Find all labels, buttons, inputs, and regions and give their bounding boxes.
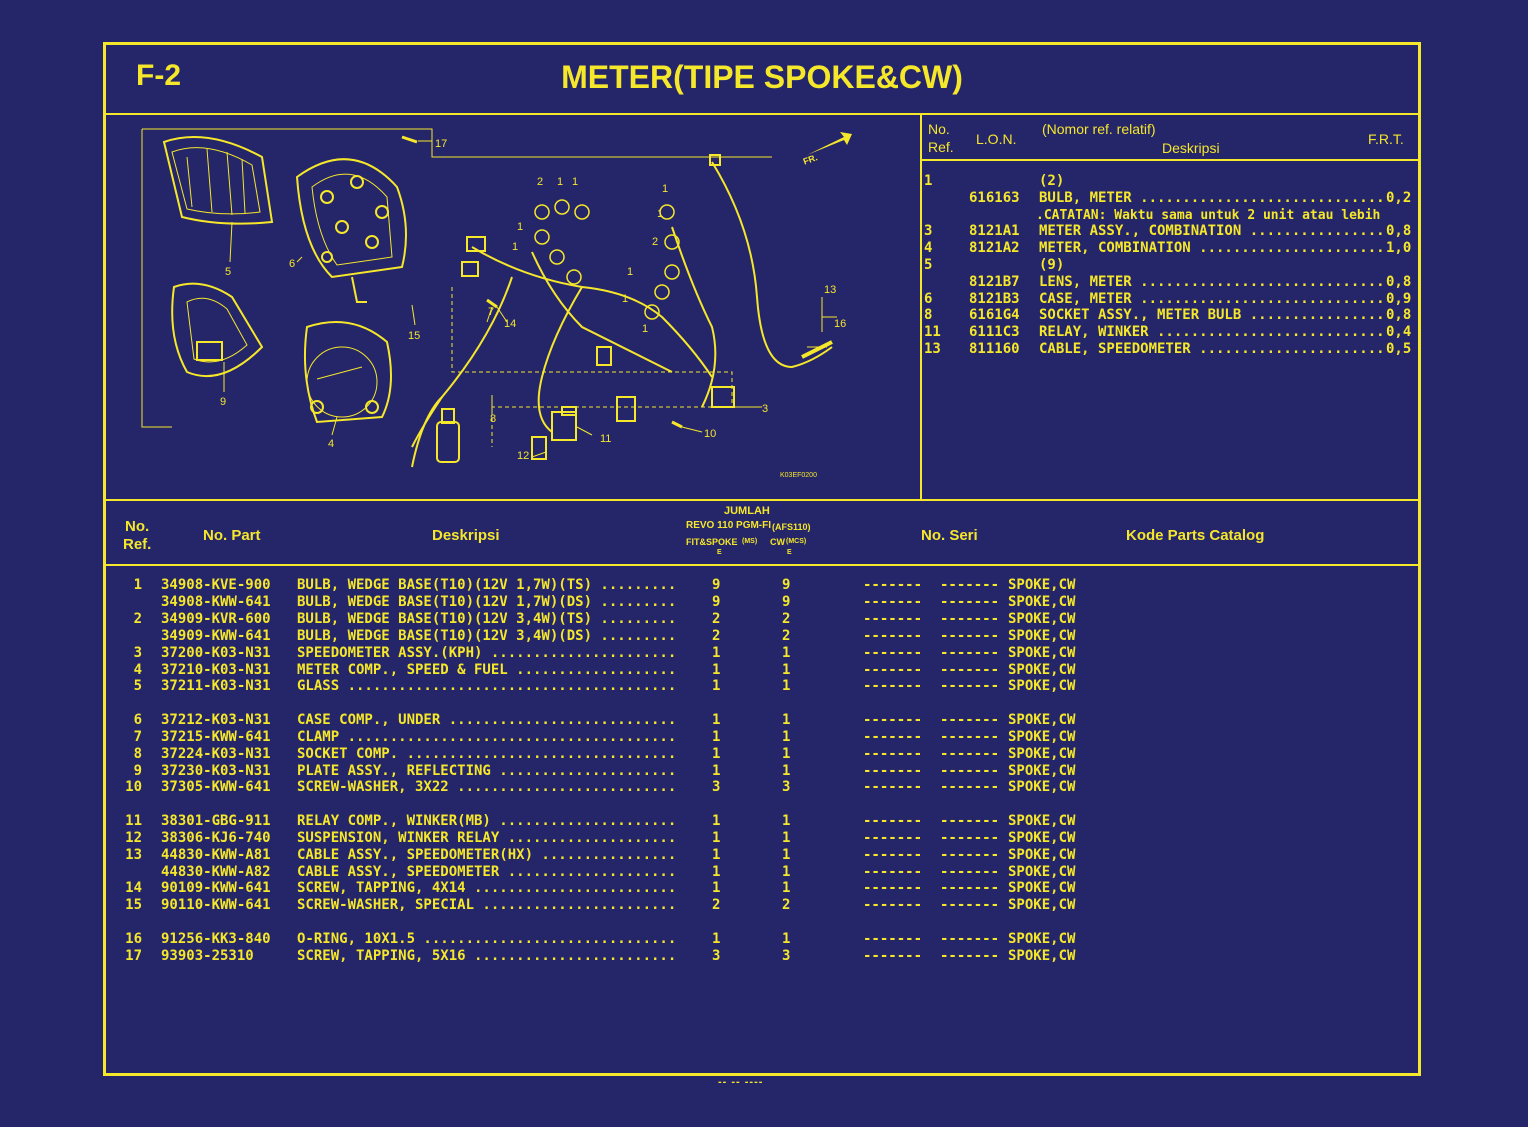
- lon-frt: 0,8: [1386, 273, 1412, 290]
- lon-header-no: No.: [928, 121, 950, 137]
- serial-start: -------: [863, 930, 923, 947]
- parts-table-row: [106, 830, 1406, 847]
- callout: 11: [600, 433, 612, 445]
- serial-end: -------: [940, 829, 1000, 846]
- serial-end: -------: [940, 947, 1000, 964]
- part-ref: 15: [125, 897, 142, 914]
- section-code: F-2: [136, 59, 181, 92]
- lon-ref: 6: [924, 290, 933, 307]
- callout: 2: [652, 236, 659, 248]
- part-desc: BULB, WEDGE BASE(T10)(12V 1,7W)(TS) .........: [297, 577, 677, 593]
- part-desc: PLATE ASSY., REFLECTING .....................: [297, 762, 677, 779]
- parts-header-serial: No. Seri: [921, 527, 978, 544]
- lon-desc: (2): [1039, 173, 1065, 189]
- qty-cw: 1: [782, 644, 791, 661]
- part-ref: 13: [125, 846, 142, 863]
- qty-cw: 9: [782, 577, 791, 593]
- qty-cw: 1: [782, 930, 791, 947]
- part-desc: O-RING, 10X1.5 ..............................: [297, 930, 677, 947]
- callout: 13: [824, 284, 837, 296]
- serial-start: -------: [863, 745, 923, 762]
- part-number: 37212-K03-N31: [161, 711, 271, 728]
- callout: 6: [289, 258, 296, 270]
- part-ref: 1: [133, 577, 142, 593]
- part-desc: BULB, WEDGE BASE(T10)(12V 1,7W)(DS) .........: [297, 593, 677, 610]
- qty-fit-spoke: 1: [712, 829, 721, 846]
- catalog-code: SPOKE,CW: [1008, 897, 1076, 914]
- part-number: 37215-KWW-641: [161, 728, 271, 745]
- part-number: 44830-KWW-A82: [161, 863, 271, 880]
- serial-end: -------: [940, 678, 1000, 695]
- lon-frt: 0,2: [1386, 189, 1412, 206]
- parts-table-row: [106, 662, 1406, 679]
- part-ref: 10: [125, 779, 142, 796]
- part-number: 34908-KWW-641: [161, 593, 271, 610]
- lon-ref: 13: [924, 341, 941, 357]
- lon-code: 8121B7: [969, 273, 1020, 290]
- parts-header-part: No. Part: [203, 527, 261, 544]
- serial-start: -------: [863, 846, 923, 863]
- parts-table-row: [106, 645, 1406, 662]
- serial-start: -------: [863, 661, 923, 678]
- part-desc: SCREW-WASHER, 3X22 ..........................: [297, 779, 677, 796]
- part-ref: 4: [133, 661, 142, 678]
- callout: 1: [512, 241, 519, 253]
- serial-end: -------: [940, 762, 1000, 779]
- parts-table-row: [106, 864, 1406, 881]
- callout: 10: [704, 428, 717, 440]
- serial-end: -------: [940, 846, 1000, 863]
- parts-table-row: [106, 779, 1406, 796]
- lon-desc: BULB, METER .............................: [1039, 189, 1385, 206]
- part-desc: SOCKET COMP. ................................: [297, 745, 677, 762]
- callout: 1: [557, 176, 564, 188]
- parts-header-col1-code: (MS): [742, 538, 758, 545]
- part-desc: CASE COMP., UNDER ...........................: [297, 711, 677, 728]
- lon-table-row: [924, 207, 1414, 224]
- serial-end: -------: [940, 593, 1000, 610]
- part-number: 37200-K03-N31: [161, 644, 271, 661]
- callout: 1: [662, 183, 669, 195]
- serial-end: -------: [940, 711, 1000, 728]
- lon-frt: 0,4: [1386, 324, 1412, 341]
- qty-cw: 1: [782, 745, 791, 762]
- serial-start: -------: [863, 577, 923, 593]
- lon-desc: LENS, METER .............................: [1039, 273, 1385, 290]
- serial-start: -------: [863, 829, 923, 846]
- catalog-code: SPOKE,CW: [1008, 762, 1076, 779]
- lon-desc: RELAY, WINKER ...........................: [1039, 324, 1385, 341]
- serial-end: -------: [940, 812, 1000, 829]
- parts-table-row: [106, 948, 1406, 965]
- lon-code: 811160: [969, 341, 1020, 357]
- catalog-code: SPOKE,CW: [1008, 661, 1076, 678]
- qty-cw: 1: [782, 863, 791, 880]
- parts-header-col2-code: (MCS): [786, 538, 807, 545]
- part-number: 37230-K03-N31: [161, 762, 271, 779]
- qty-cw: 1: [782, 880, 791, 897]
- part-ref: 12: [125, 829, 142, 846]
- diagram-code: K03EF0200: [780, 472, 817, 479]
- lon-table-row: [924, 274, 1414, 291]
- part-number: 44830-KWW-A81: [161, 846, 271, 863]
- part-number: 34909-KVR-600: [161, 610, 271, 627]
- part-ref: 7: [133, 728, 142, 745]
- parts-table-row: [106, 594, 1406, 611]
- callout: 3: [762, 403, 769, 415]
- lon-header-desc: Deskripsi: [1162, 140, 1220, 156]
- serial-end: -------: [940, 863, 1000, 880]
- qty-fit-spoke: 1: [712, 678, 721, 695]
- parts-header-desc: Deskripsi: [432, 527, 500, 544]
- parts-table-row: [106, 897, 1406, 914]
- qty-fit-spoke: 1: [712, 846, 721, 863]
- catalog-code: SPOKE,CW: [1008, 593, 1076, 610]
- parts-table-row: [106, 746, 1406, 763]
- qty-fit-spoke: 1: [712, 661, 721, 678]
- lon-frt: 0,8: [1386, 307, 1412, 324]
- part-desc: SUSPENSION, WINKER RELAY ....................: [297, 829, 677, 846]
- lon-header-frt: F.R.T.: [1368, 131, 1404, 147]
- lon-desc: METER ASSY., COMBINATION ................: [1039, 223, 1385, 240]
- part-desc: CLAMP .......................................: [297, 728, 677, 745]
- parts-table-row: [106, 763, 1406, 780]
- parts-header-jumlah: JUMLAH: [724, 505, 770, 517]
- qty-fit-spoke: 1: [712, 745, 721, 762]
- serial-start: -------: [863, 863, 923, 880]
- part-desc: SCREW-WASHER, SPECIAL .......................: [297, 897, 677, 914]
- part-ref: 14: [125, 880, 142, 897]
- part-ref: 6: [133, 711, 142, 728]
- lon-frt: 0,9: [1386, 290, 1412, 307]
- serial-start: -------: [863, 610, 923, 627]
- callout: 1: [622, 293, 629, 305]
- callout: 8: [490, 413, 497, 425]
- parts-table-row: [106, 931, 1406, 948]
- lon-table-row: [924, 240, 1414, 257]
- qty-fit-spoke: 2: [712, 610, 721, 627]
- parts-header-model-code: (AFS110): [772, 522, 811, 532]
- parts-table-row: [106, 628, 1406, 645]
- catalog-code: SPOKE,CW: [1008, 930, 1076, 947]
- part-desc: METER COMP., SPEED & FUEL ...................: [297, 661, 677, 678]
- catalog-code: SPOKE,CW: [1008, 627, 1076, 644]
- lon-header-ref: Ref.: [928, 139, 954, 155]
- callout: 17: [435, 138, 448, 150]
- serial-end: -------: [940, 610, 1000, 627]
- part-ref: 11: [125, 812, 142, 829]
- lon-table-row: [924, 257, 1414, 274]
- qty-fit-spoke: 1: [712, 812, 721, 829]
- lon-header-lon: L.O.N.: [976, 131, 1017, 147]
- qty-cw: 9: [782, 593, 791, 610]
- part-number: 37210-K03-N31: [161, 661, 271, 678]
- callout: 16: [834, 318, 847, 330]
- qty-cw: 1: [782, 762, 791, 779]
- lon-desc: CASE, METER .............................: [1039, 290, 1385, 307]
- callout: 1: [627, 266, 634, 278]
- lon-desc: CABLE, SPEEDOMETER ......................: [1039, 341, 1385, 357]
- lon-ref: 8: [924, 307, 933, 324]
- qty-cw: 1: [782, 661, 791, 678]
- lon-code: 6161G4: [969, 307, 1020, 324]
- lon-ref: 3: [924, 223, 933, 240]
- callout: 9: [220, 396, 227, 408]
- serial-start: -------: [863, 711, 923, 728]
- lon-ref: 4: [924, 240, 933, 257]
- lon-frt: 0,8: [1386, 223, 1412, 240]
- qty-fit-spoke: 1: [712, 728, 721, 745]
- catalog-code: SPOKE,CW: [1008, 829, 1076, 846]
- parts-table-row: [106, 577, 1406, 594]
- parts-header-e1: E: [717, 549, 722, 556]
- exploded-parts-diagram: [112, 117, 918, 501]
- qty-fit-spoke: 3: [712, 947, 721, 964]
- part-desc: SPEEDOMETER ASSY.(KPH) ......................: [297, 644, 677, 661]
- serial-end: -------: [940, 745, 1000, 762]
- qty-cw: 1: [782, 711, 791, 728]
- lon-desc: SOCKET ASSY., METER BULB ................: [1039, 307, 1385, 324]
- part-desc: BULB, WEDGE BASE(T10)(12V 3,4W)(TS) .........: [297, 610, 677, 627]
- callout: 5: [225, 266, 232, 278]
- part-number: 93903-25310: [161, 947, 254, 964]
- serial-end: -------: [940, 930, 1000, 947]
- serial-end: -------: [940, 577, 1000, 593]
- lon-table-row: [924, 341, 1414, 358]
- parts-catalog-page: [103, 42, 1421, 1076]
- lon-table-row: [924, 190, 1414, 207]
- catalog-code: SPOKE,CW: [1008, 846, 1076, 863]
- callout: 4: [328, 438, 335, 450]
- lon-header-relative: (Nomor ref. relatif): [1042, 121, 1156, 137]
- serial-end: -------: [940, 627, 1000, 644]
- qty-fit-spoke: 1: [712, 711, 721, 728]
- part-number: 90109-KWW-641: [161, 880, 271, 897]
- catalog-code: SPOKE,CW: [1008, 947, 1076, 964]
- lon-desc: METER, COMBINATION ......................: [1039, 240, 1385, 257]
- qty-fit-spoke: 1: [712, 644, 721, 661]
- catalog-code: SPOKE,CW: [1008, 577, 1076, 593]
- serial-end: -------: [940, 728, 1000, 745]
- lon-code: 8121A2: [969, 240, 1020, 257]
- parts-table-row: [106, 847, 1406, 864]
- part-ref: 5: [133, 678, 142, 695]
- lon-desc: (9): [1039, 257, 1065, 273]
- qty-fit-spoke: 1: [712, 863, 721, 880]
- serial-start: -------: [863, 678, 923, 695]
- part-desc: SCREW, TAPPING, 4X14 ........................: [297, 880, 677, 897]
- part-desc: SCREW, TAPPING, 5X16 ........................: [297, 947, 677, 964]
- qty-fit-spoke: 9: [712, 593, 721, 610]
- catalog-code: SPOKE,CW: [1008, 711, 1076, 728]
- part-ref: 8: [133, 745, 142, 762]
- part-number: 38306-KJ6-740: [161, 829, 271, 846]
- parts-header-catalog: Kode Parts Catalog: [1126, 527, 1265, 544]
- callout: 15: [408, 330, 421, 342]
- serial-end: -------: [940, 661, 1000, 678]
- part-number: 37224-K03-N31: [161, 745, 271, 762]
- catalog-code: SPOKE,CW: [1008, 678, 1076, 695]
- part-desc: RELAY COMP., WINKER(MB) .....................: [297, 812, 677, 829]
- part-ref: 16: [125, 930, 142, 947]
- qty-cw: 1: [782, 728, 791, 745]
- qty-cw: 1: [782, 812, 791, 829]
- part-number: 34909-KWW-641: [161, 627, 271, 644]
- divider: [920, 115, 922, 501]
- qty-fit-spoke: 1: [712, 880, 721, 897]
- serial-end: -------: [940, 880, 1000, 897]
- lon-frt: 0,5: [1386, 341, 1412, 357]
- part-ref: 2: [133, 610, 142, 627]
- part-number: 34908-KVE-900: [161, 577, 271, 593]
- qty-cw: 2: [782, 627, 791, 644]
- callout: 1: [572, 176, 579, 188]
- serial-start: -------: [863, 880, 923, 897]
- serial-start: -------: [863, 897, 923, 914]
- lon-table-row: [924, 291, 1414, 308]
- callout: 12: [517, 450, 530, 462]
- parts-header-ref: Ref.: [123, 536, 152, 553]
- lon-table-row: [924, 173, 1414, 190]
- lon-code: 8121A1: [969, 223, 1020, 240]
- callout: 1: [642, 323, 649, 335]
- parts-header-no: No.: [125, 518, 150, 535]
- catalog-code: SPOKE,CW: [1008, 880, 1076, 897]
- serial-start: -------: [863, 593, 923, 610]
- callout: FR.: [801, 152, 819, 167]
- page-footer: -- -- ----: [718, 1076, 764, 1088]
- qty-cw: 1: [782, 678, 791, 695]
- callout: 2: [537, 176, 544, 188]
- catalog-code: SPOKE,CW: [1008, 644, 1076, 661]
- qty-cw: 3: [782, 947, 791, 964]
- part-number: 38301-GBG-911: [161, 812, 271, 829]
- catalog-code: SPOKE,CW: [1008, 863, 1076, 880]
- qty-fit-spoke: 3: [712, 779, 721, 796]
- lon-table-row: [924, 307, 1414, 324]
- page-title: METER(TIPE SPOKE&CW): [561, 59, 963, 95]
- catalog-code: SPOKE,CW: [1008, 728, 1076, 745]
- qty-cw: 3: [782, 779, 791, 796]
- serial-start: -------: [863, 762, 923, 779]
- serial-start: -------: [863, 947, 923, 964]
- qty-cw: 1: [782, 829, 791, 846]
- part-number: 37305-KWW-641: [161, 779, 271, 796]
- qty-fit-spoke: 2: [712, 627, 721, 644]
- serial-start: -------: [863, 644, 923, 661]
- serial-start: -------: [863, 627, 923, 644]
- serial-start: -------: [863, 779, 923, 796]
- part-ref: 9: [133, 762, 142, 779]
- qty-fit-spoke: 9: [712, 577, 721, 593]
- lon-frt: 1,0: [1386, 240, 1412, 257]
- callout: 1: [657, 208, 664, 220]
- catalog-code: SPOKE,CW: [1008, 812, 1076, 829]
- parts-header-col2: CW: [770, 537, 785, 547]
- lon-desc: .CATATAN: Waktu sama untuk 2 unit atau lebih: [1036, 207, 1381, 223]
- lon-code: 8121B3: [969, 290, 1020, 307]
- serial-end: -------: [940, 897, 1000, 914]
- catalog-code: SPOKE,CW: [1008, 745, 1076, 762]
- part-desc: GLASS .......................................: [297, 678, 677, 695]
- divider: [106, 564, 1418, 566]
- parts-table-row: [106, 712, 1406, 729]
- serial-start: -------: [863, 728, 923, 745]
- callout: 1: [517, 221, 524, 233]
- qty-cw: 2: [782, 610, 791, 627]
- catalog-code: SPOKE,CW: [1008, 610, 1076, 627]
- parts-header-e2: E: [787, 549, 792, 556]
- lon-code: 616163: [969, 189, 1020, 206]
- parts-table-row: [106, 678, 1406, 695]
- parts-table-row: [106, 880, 1406, 897]
- catalog-code: SPOKE,CW: [1008, 779, 1076, 796]
- lon-ref: 11: [924, 324, 941, 341]
- qty-fit-spoke: 1: [712, 930, 721, 947]
- part-number: 91256-KK3-840: [161, 930, 271, 947]
- part-desc: CABLE ASSY., SPEEDOMETER ....................: [297, 863, 677, 880]
- qty-fit-spoke: 1: [712, 762, 721, 779]
- lon-table-row: [924, 223, 1414, 240]
- lon-ref: 5: [924, 257, 933, 273]
- part-number: 90110-KWW-641: [161, 897, 271, 914]
- part-ref: 3: [133, 644, 142, 661]
- lon-ref: 1: [924, 173, 933, 189]
- part-ref: 17: [125, 947, 142, 964]
- parts-header-model: REVO 110 PGM-FI: [686, 520, 772, 531]
- parts-table-row: [106, 611, 1406, 628]
- parts-header-col1: FIT&SPOKE: [686, 537, 738, 547]
- qty-cw: 2: [782, 897, 791, 914]
- part-desc: CABLE ASSY., SPEEDOMETER(HX) ................: [297, 846, 677, 863]
- serial-end: -------: [940, 779, 1000, 796]
- divider: [922, 159, 1418, 161]
- lon-table-row: [924, 324, 1414, 341]
- callout: 14: [504, 318, 517, 330]
- qty-cw: 1: [782, 846, 791, 863]
- qty-fit-spoke: 2: [712, 897, 721, 914]
- parts-table-row: [106, 729, 1406, 746]
- divider: [106, 113, 1418, 115]
- parts-table-row: [106, 813, 1406, 830]
- part-number: 37211-K03-N31: [161, 678, 271, 695]
- part-desc: BULB, WEDGE BASE(T10)(12V 3,4W)(DS) .........: [297, 627, 677, 644]
- serial-start: -------: [863, 812, 923, 829]
- lon-code: 6111C3: [969, 324, 1020, 341]
- serial-end: -------: [940, 644, 1000, 661]
- callout: 7: [488, 306, 495, 318]
